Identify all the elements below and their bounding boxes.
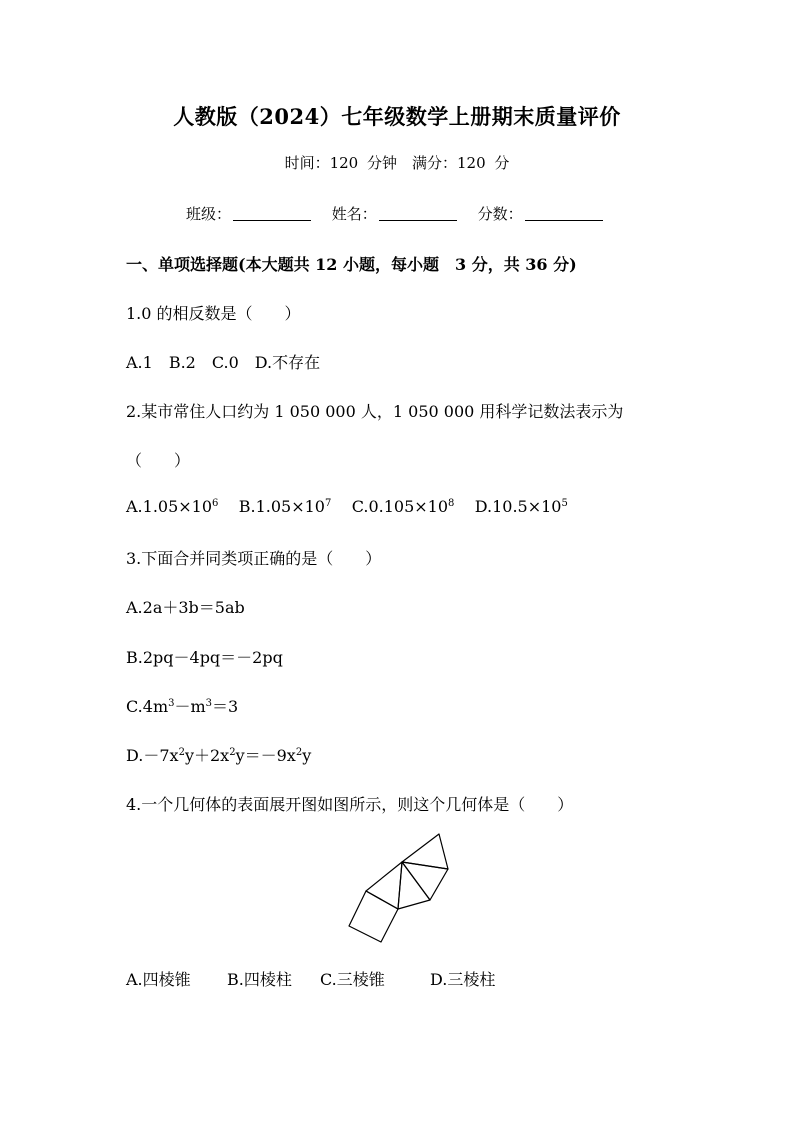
section-heading-title: 一、单项选择题( [126, 255, 246, 274]
net-triangle-left [366, 862, 402, 909]
q3-option-d: $D.-7x^2y+2x^2y=-9x^2y$ [126, 746, 312, 765]
name-field [332, 203, 457, 224]
q4-option-b: B.四棱柱 [227, 970, 292, 989]
name-blank[interactable] [379, 206, 457, 221]
exam-time-score: 时间：120 分钟 满分：120 分 [284, 154, 510, 172]
q2-option-b: $B.1.05\times 10^7$ [238, 497, 332, 516]
score-blank[interactable] [525, 206, 603, 221]
net-triangle-top [402, 834, 448, 869]
student-info-row [186, 203, 619, 224]
q4-option-c: C.三棱锥 [320, 970, 385, 989]
question-2-options [126, 497, 568, 516]
net-diagram [340, 828, 460, 948]
class-field [186, 203, 311, 224]
question-2-stem-cont: （ ） [126, 451, 191, 470]
net-triangle-bottom [398, 862, 430, 909]
score-field [478, 203, 603, 224]
question-4-stem: 4.一个几何体的表面展开图如图所示，则这个几何体是（ ） [126, 795, 574, 814]
q3-option-b: B.2pq－4pq＝－2pq [126, 648, 283, 667]
question-3-stem: 3.下面合并同类项正确的是（ ） [126, 549, 382, 568]
question-1-options: A.1 B.2 C.0 D.不存在 [126, 353, 321, 372]
section-heading [126, 252, 577, 275]
q4-option-d: D.三棱柱 [430, 970, 496, 989]
q2-option-a: $A.1.05\times 10^6$ [126, 497, 219, 516]
q4-option-a: A.四棱锥 [126, 970, 191, 989]
page-title: 人教版（2024）七年级数学上册期末质量评价 [173, 104, 621, 129]
name-label: 姓名： [331, 205, 377, 223]
q2-option-c: $C.0.105\times 10^8$ [351, 497, 455, 516]
q3-option-a: A.2a＋3b＝5ab [126, 598, 245, 617]
section-heading-detail: 本大题共 12 小题，每小题 3 分，共 36 分) [245, 255, 577, 274]
class-label: 班级： [186, 205, 232, 223]
score-label: 分数： [477, 205, 523, 223]
question-1-stem: 1.0 的相反数是（ ） [126, 304, 301, 323]
q3-option-c: $C.4m^3-m^3=3$ [126, 697, 239, 716]
class-blank[interactable] [233, 206, 311, 221]
question-2-stem: 2.某市常住人口约为 1 050 000 人，1 050 000 用科学记数法表示为 [126, 402, 624, 421]
question-4-options [126, 967, 495, 990]
q2-option-d: $D.10.5\times 10^5$ [474, 497, 568, 516]
net-square-face [349, 891, 398, 942]
